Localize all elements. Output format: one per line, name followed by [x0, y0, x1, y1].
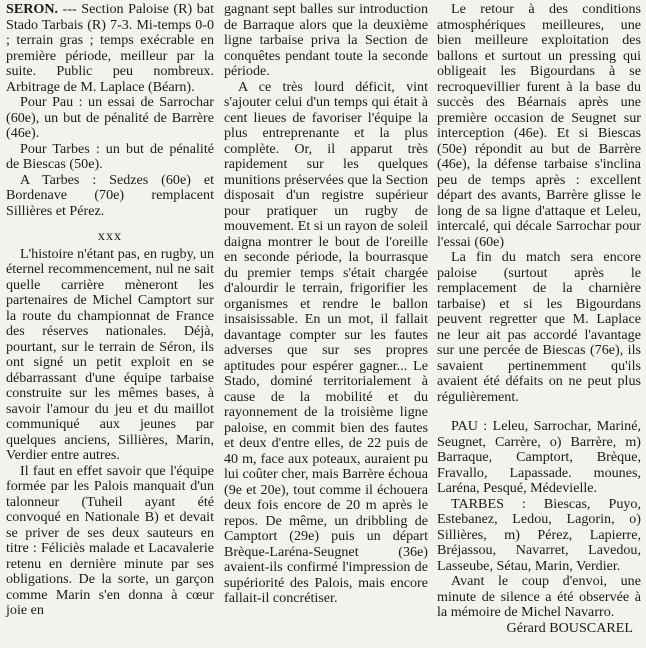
paragraph: Le retour à des conditions atmosphériques meilleures, une bien meilleure exploitation des ballons et surtout un pressing qui obligeait les Bigourdans à se recroquevillier furent à la base du succès des Béarnais après une première occasion de Seugnet sur interception (46e). Et si Biescas (50e) répondit au but de Barrère (46e), la défense tarbaise s'inclina peu de temps après : excellent départ des avants, Barrère glisse le long de sa ligne d'attaque et Leleu, intercalé, qui décale Sarrochar pour l'essai (60e)	[437, 1, 641, 250]
byline: Gérard BOUSCAREL	[506, 619, 633, 636]
paragraph: La fin du match sera encore paloise (surtout après le remplacement de la charnière tarbaise) et si les Bigourdans peuvent regretter que M. Laplace ne leur ait pas accordé l'avantage sur une percée de Biescas (76e), ils savaient pertinemment qu'ils avaient été défaits on ne peut plus régulièrement.	[437, 249, 641, 405]
match-summary	[6, 2, 214, 95]
column-2	[224, 2, 428, 607]
tarbes-scorers: Pour Tarbes : un but de pénalité de Biescas (50e).	[6, 140, 214, 172]
paragraph: A ce très lourd déficit, vint s'ajouter celui d'un temps qui était à cent lieues de favoriser l'équipe la plus entreprenante et la plus complète. Or, il apparut très rapidement sur les quelques munitions préservées que la Section disposait d'un registre supérieur pour pratiquer un rugby de mouvement. Et si un rayon de soleil daigna montrer le bout de l'oreille en seconde période, la bourrasque du premier temps s'était chargée d'alourdir le terrain, frigorifier les organismes et rendre le ballon insaisissable. En un mot, il fallait davantage compter sur les fautes adverses que sur ses propres aptitudes pour espérer gagner... Le Stado, dominé territorialement à cause de la mobilité et du rayonnement de la troisième ligne paloise, en commit bien des fautes et deux d'entre elles, de 22 puis de 40 m, face aux poteaux, auraient pu lui coûter cher, mais Barrère échoua (9e et 20e), tout comme il échouera deux fois encore de 20 m après le repos. De même, un dribbling de Camptort (29e) puis un départ Brèque-Laréna-Seugnet (36e) avaient-ils confirmé l'impression de supériorité des Palois, mais encore fallait-il concrétiser.	[224, 78, 428, 606]
pau-scorers: Pour Pau : un essai de Sarrochar (60e), un but de pénalité de Barrère (46e).	[6, 94, 214, 141]
dateline: SERON.	[6, 1, 59, 17]
paragraph: L'histoire n'étant pas, en rugby, un éternel recommencement, nul ne sait quelle carrière mèneront les partenaires de Michel Camptort sur la route du championnat de France des réserves nationales. Déjà, pourtant, sur le terrain de Séron, ils ont signé un petit exploit en se débarrassant d'une équipe tarbaise construite sur les mêmes bases, à savoir l'amour du jeu et du maillot communiqué aux jeunes par quelques anciens, Sillières, Marin, Verdier entre autres.	[6, 245, 214, 463]
match-summary-text: --- Section Paloise (R) bat Stado Tarbais (R) 7-3. Mi-temps 0-0 ; terrain gras ; temps exécrable en première période, meilleur par la suite. Public peu nombreux. Arbitrage de M. Laplace (Béarn).	[6, 1, 214, 95]
column-1	[6, 2, 214, 619]
paragraph: Avant le coup d'envoi, une minute de silence a été observée à la mémoire de Michel Navarro.	[437, 573, 641, 620]
section-separator: xxx	[97, 228, 123, 244]
paragraph: gagnant sept balles sur introduction de Barraque alors que la deuxième ligne tarbaise priva la Section de conquêtes pendant toute la seconde période.	[224, 1, 428, 79]
column-3	[437, 2, 641, 636]
tarbes-substitutions: A Tarbes : Sedzes (60e) et Bordenave (70e) remplacent Sillières et Pérez.	[6, 171, 214, 219]
lineup-pau: PAU : Leleu, Sarrochar, Mariné, Seugnet, Carrère, o) Barrère, m) Barraque, Camptort, Brèque, Fravallo, Lapassade. mounes, Laréna, Pesqué, Médevielle.	[437, 418, 641, 496]
lineups	[437, 419, 641, 574]
paragraph: Il faut en effet savoir que l'équipe formée par les Palois manquait d'un talonneur (Tuheil ayant été convoqué en Nationale B) et devait se priver de ses deux sauteurs en titre : Féliciès malade et Lacavalerie retenu en dernière minute par ses obligations. De la sorte, un garçon comme Marin s'en donna à cœur joie en	[6, 462, 214, 618]
lineup-tarbes: TARBES : Biescas, Puyo, Estebanez, Ledou, Lagorin, o) Sillières, m) Pérez, Lapierre, Bréjassou, Navarret, Lavedou, Lasseube, Sétau, Marin, Verdier.	[437, 495, 641, 574]
